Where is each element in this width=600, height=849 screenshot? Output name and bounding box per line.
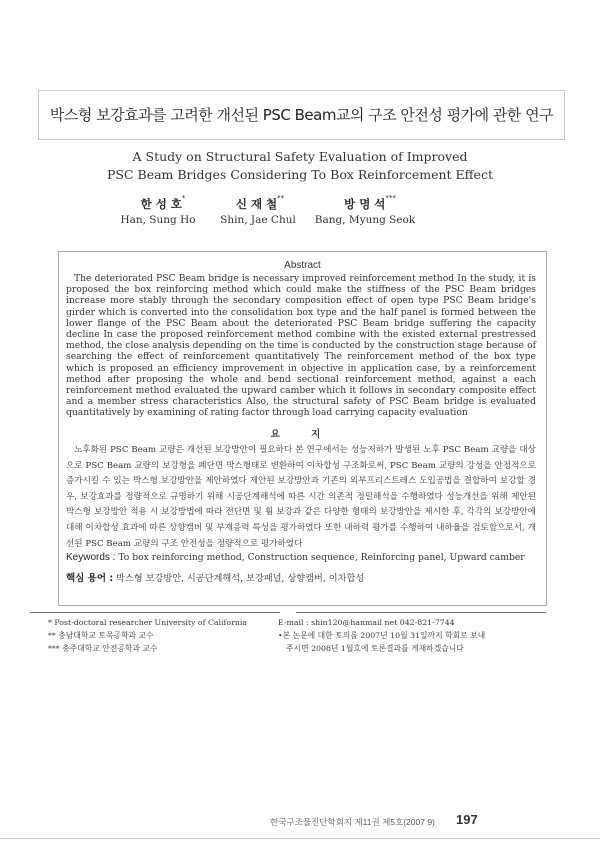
title-korean: 박스형 보강효과를 고려한 개선된 PSC Beam교의 구조 안전성 평가에 관한 연구 (49, 106, 554, 124)
page-number: 197 (456, 812, 478, 827)
footnote-rule-right (296, 612, 546, 613)
footnote-3: *** 충주대학교 안전공학과 교수 (48, 644, 158, 653)
footnote-1: * Post-doctoral researcher University of California (48, 618, 248, 627)
korean-abstract-text: 노후화된 PSC Beam 교량은 개선된 보강방안이 필요하다 본 연구에서는 성능저하가 발생된 노후 PSC Beam 교량을 대상으로 PSC Beam 교량의 보강형을 폐단면 박스형태로 변환하여 이차합성 구조화로써, PSC Beam 교량의 강성을 안정적으로 증가시킬 수 있는 박스형 보강방안을 제안하였다 제안된 보강방안과 기존의 외부프리스트레스 도입공법을 결합하여 보강할 경우, 보강효과를 정량적으로 규명하기 위해 시공단계해석에 따른 시간 의존적 정밀해석을 수행하였다 성능개선을 위해 제안된 박스형 보강방안 적용 시 보강방법에 따라 전단면 및 휨 보강과 같은 다양한 형태의 보강방안을 제시한 후, 각각의 보강방안에 대해 이차합성 효과에 따른 상향캠버 및 부재응력 특성을 평가하였다 또한 내하력 평가를 수행하여 내하율을 검토함으로서, 개선된 PSC Beam 교량의 구조 안전성을 정량적으로 평가하였다 (66, 445, 536, 549)
author-2-korean: 신 재 철** (235, 194, 285, 211)
keywords-korean-label: 핵심 용어 : (66, 573, 114, 584)
footnote-2: ** 충남대학교 토목공학과 교수 (48, 631, 154, 640)
footer-journal: 한국구조물진단학회지 제11권 제5호(2007 9) (270, 817, 435, 827)
korean-abstract-heading: 요 지 (270, 429, 335, 440)
abstract-text: The deteriorated PSC Beam bridge is necessary improved reinforcement method In the study, it is proposed the box reinforcing method which could make the stiffness of the PSC Beam bridges increase more stably through the secondary composition effect of open type PSC Beam bridge's girder which is converted into the consolidation box type and the half panel is formed between the lower flange of the PSC Beam about the deteriorated PSC Beam bridge suffering the capacity decline In case the proposed reinforcement method combine with the existed external prestressed method, the close analysis depending on the time is conducted by the construction stage because of searching the effect of reinforcement quantitatively The reinforcement method of the box type which is proposed an efficiency improvement in objective in application case, by a reinforcement method after proposing the whole and bend sectional reinforcement method, against a each reinforcement method evaluated the upward camber which it follows in secondary composite effect and a member stress characteristics Also, the structural safety of PSC Beam bridge is evaluated quantitatively by examining of rating factor through load carrying capacity evaluation (66, 273, 536, 419)
title-english-line2: PSC Beam Bridges Considering To Box Reinforcement Effect (107, 167, 493, 182)
author-3-korean: 방 명 석*** (344, 194, 396, 211)
author-1-english: Han, Sung Ho (120, 214, 196, 226)
author-2-english: Shin, Jae Chul (220, 214, 296, 226)
abstract-heading: Abstract (284, 260, 321, 271)
keywords-english-text: To box reinforcing method, Construction sequence, Reinforcing panel, Upward camber (118, 552, 525, 563)
title-english-line1: A Study on Structural Safety Evaluation of Improved (132, 149, 468, 164)
keywords-english (66, 552, 546, 563)
author-1-korean: 한 성 호* (140, 194, 186, 211)
author-3-english: Bang, Myung Seok (314, 214, 416, 226)
footnote-discussion-2: 주시면 2008년 1월호에 토론결과를 게재하겠습니다 (286, 644, 464, 653)
footnote-rule-left (30, 612, 280, 613)
keywords-korean (66, 570, 546, 584)
footnote-email: E-mail : shin120@hanmail net 042-821-7744 (278, 618, 455, 627)
footnote-discussion-1: •본 논문에 대한 토의를 2007년 10월 31일까지 학회로 보내 (278, 631, 486, 640)
footer-rule (0, 838, 600, 839)
keywords-korean-text: 박스형 보강방안, 시공단계해석, 보강패널, 상향캠버, 이차합성 (116, 573, 365, 584)
keywords-english-label: Keywords : (66, 552, 116, 563)
